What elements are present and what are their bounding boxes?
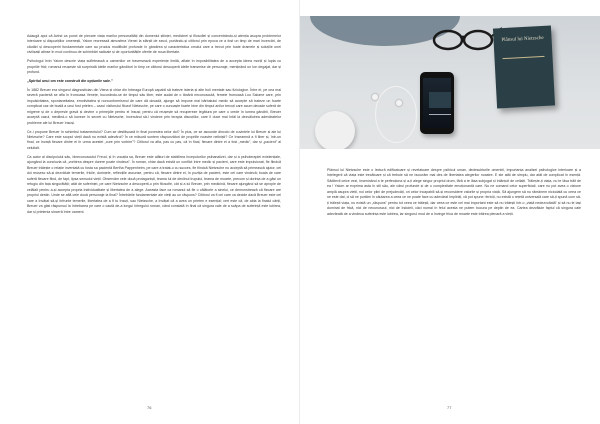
paragraph-body-3: Ca autor al discipolului său, binecunoscutul Freud, și în vocația sa, Breuer este alături de stabilirea începuturilor psihanalizei, dar și a psihoterapiei existențiale, ajungând la concluzia că „vorbirea despre durere poate vindeca”. În roman, chiar dacă există un conflict între medic și pacient, care este impulsionat, fie fiindcă Breuer trăiește o relație inventată cu fosta sa pacientă Bertha Pappenheim, pe care a tratat-o cu succes, fie fiindcă Nietzsche nu acceptă să primească ajutor, cei doi reușesc să-și dezvăluie temerile, fricile, dorințele, reflecțiile ascunse, pentru că, fiecare dintre ei, în poziția de pacient, este cel care vindecă; boala de care suferă fiecare fiind, de fapt, lipsa sensului vieții. Observăm cele două protagoniști, teama lui de declinul trupului, teama de moarte, precum și dorința de a găsi un refugiu din fața singurătății; atât de suferinței, pe care Nietzsche a descoperit-o prin filosofie, cât și a lui Breuer, prin medicină, fiecare ajungând să se apropie de celălalt pentru a-și accepta propria individualitate și libertatea de a alege. Aceasta face ca romanul să fie o călătorie a sinelui, ce demonstrează că fiecare are propriul destin. Unde se află cele două personaje la final? Întrebările fundamentale ale vieții au un răspuns? Cititorul va fi cel care va decide dacă Breuer este cel care a învățat să-și înfrunte temerile, libertatea de a fi tu însuți, sau Nietzsche, a învățat că a avea un prieten e esențial; cert este că, de abia la finalul cărții, Breuer va găsi răspunsul la întrebarea pe care o caută de-a lungul întregului roman, când constată în final că singura cale de a scăpa de suferință este iubirea, dar și prietenia sinceră între oameni. xyxy=(27,154,281,214)
page-number-right: 77 xyxy=(447,405,452,410)
phone-icon xyxy=(420,72,454,134)
glasses-icon xyxy=(430,22,502,52)
paragraph-body-1: În 1882 Breuer era singurul diagnostician din Viena și chiar din întreaga Europă capabil să trateze isteria și alte boli mentale sau fiziologice. Între ei, pe cea mai severă pacientă se afla în frumoasa Venețe, bucurându-se de timpul său liber, este audat de o tânără necunoscută, femeie frumoasă Lou Salome care, prin impulsivitatea, spontaneitatea, emotivitatea și nonconformismul de care dă dovadă, ajunge să impune mai bărbatului medic să accepte să trateze un foarte complicat caz de boală a unui fost prieten – cazul vizitorului filozof Nietzsche, pe care o cunoaște foarte bine din timpul anilor trecuți care acum decade suferă de migrene și de o depresie gravă și devine o primejdie pentru el însuși; pentru că reușește să recupereze legătura pe care o crede în lumea gândirii, Breuer acceptă cazul, mediind-o să lucreze în secret cu Nietzsche, încercând să-l vindece prin terapia discuțiilor, care îi duce mai întâi la dezvăluirea adevăratelor probleme ale lui Breuer însuși. xyxy=(27,87,281,125)
progress-line xyxy=(429,114,451,115)
earphones-icon xyxy=(375,86,417,143)
book-cover-rule xyxy=(503,56,545,59)
phone-screen xyxy=(423,78,451,128)
book-photo xyxy=(300,16,600,149)
book-cover-title: Plânsul lui Nietzsche xyxy=(501,35,544,44)
earbud-left xyxy=(372,94,378,100)
paragraph-intro-2: Psihologul Irvin Yalom descrie viața sufletească a oamenilor ce traversează experiențe limită, aflate în imposibilitatea de a accepta ideea morții și lupta cu propriile frici; romanul reușește să surprindă ideile marilor gânditori în timp ce cititorul descoperă ideile transmise de personaje, menținând un ton degajat, dar și profund. xyxy=(27,59,281,75)
paragraph-intro: Adaugă apoi că Avind ca punct de plecare viața marilor personalități din domeniul științei, medicinei și filosofiei și concentrându-și atenția asupra problemelor interioare și dispozițiilor omenești, Yalom recreează atmosfera Vienei la sfârșit de secol, purtându-și cititorul prin epoca ce a fost un timp de mari încercări, de căutări și descoperiri fundamentale care au produs modificări profunde în gândirea și caracteristica omului care a trecut prin toate dramele și soluțiile unei civilizații atinse în mod continuu de schimbări radicale și de oportunitățile oferite de noua libertate. xyxy=(27,34,281,55)
paragraph-body-2: Ce-i propune Breuer în schimbul tratamentului? Cum se desfășoară în final povestea celor doi? În plus, ce se ascunde dincolo de cuvintele lui Breuer și ale lui Nietzsche? Care este scopul vieții dacă nu există adevărul? În ce măsură suntem răspunzători de propriile noastre neliniști? Ce înseamnă a fi liber și, într-un final, ce învață fiecare dintre ei în urma acestei „cure prin vorbire”? Cititorul va afla, pas cu pas, că în final, fiecare dintre ei a fost „medic”, dar și „pacient” al celuilalt. xyxy=(27,129,281,150)
left-text-column xyxy=(27,34,281,219)
section-heading: „Spiritul unui om este construit din opțiunile sale.” xyxy=(27,79,113,84)
cup-icon xyxy=(315,111,355,149)
earbud-right xyxy=(396,100,402,106)
right-text-column xyxy=(327,168,581,221)
book-icon xyxy=(493,26,555,109)
page-number-left: 76 xyxy=(147,405,152,410)
album-cover xyxy=(429,92,451,108)
right-page xyxy=(300,0,600,424)
paragraph-conclusion: Plânsul lui Nietzsche este o lectură edificatoare și revelatoare despre psihicul uman, dedesubturile omenirii, importanța analizei psihologice interioare și a înțelegerii că viața este trecătoare și că trebuie să ne bucurăm mai des de libertatea alegerilor noastre. E ste atât de simplu, dar atât de complicat în esență. Săditevil celce vezi, înseninând a te perfecționa și a-ți alege singur propriul drum, fără a te lăsa subjugat și înlănțuit de ceilalți. Trăiește-ți viața, nu te lăsa trăit de ea ! Yalom ar exprima asta în stil său, ale cărui profunde și de o complexitate emoționantă care. Nu ne comand celor superficiali, care nu pot avea o viziune amplă asupra vieții, noi celor plini de prejudecăți, ori celor incapabili să-și reconsidere valorile și propria viață. Să ajungem să nu rămânem niciodată cu ceea ce ne este dat, ci să ne purtăm în căutarea a ceea ce ne poate face cu adevărat împliniți, vă pot spune: fericiți, nu există o rețetă universală care să-ți spună cum să-ți trăiești viața, nu există un „răspuns” pentru tot ceea ce trăiești, dar ceea ce este cel mai important este să nu trăiești într-o „viață nedezvoltată” și să nu te lași dominat de frică, nici de necunoscut, nici de îndoieli, căci numai în felul acesta ne putem bucura pe deplin de ea. Cartea dezvăluie faptul că singura cale adevărată de a vindeca suferința este iubirea, iar singurul mod de a învinge frica de moarte este trăirea plenară a vieții. xyxy=(327,168,581,216)
